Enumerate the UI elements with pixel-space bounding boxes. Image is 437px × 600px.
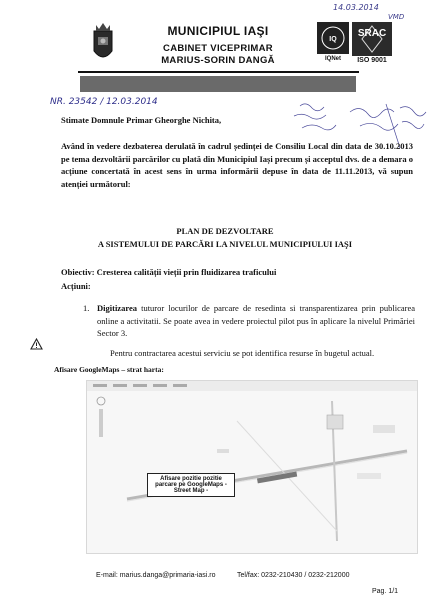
objective-text: Cresterea calității vieții prin fluidizarea traficului xyxy=(96,267,277,277)
page-number: Pag. 1/1 xyxy=(372,588,399,595)
actions-label: Acțiuni: xyxy=(61,281,91,291)
map-callout: Afisare pozitie pozitie parcare pe GoogleMaps - Street Map - xyxy=(147,473,235,497)
footer-tel: Tel/fax: 0232-210430 / 0232-212000 xyxy=(237,572,350,579)
intro-paragraph: Având în vedere dezbaterea derulată în cadrul ședinței de Consiliu Local din data de 30.10.2013 pe tema dezvoltării parcărilor cu plată din Municipiul Iași precum și acceptul dvs. de a demara o acțiune concertată în acest sens în urma informării depuse în data de 11.11.2013, vă supun atenției următorul: xyxy=(61,141,413,189)
handwritten-date: 14.03.2014 xyxy=(333,3,379,12)
action1-paragraph xyxy=(97,302,415,340)
map-screenshot xyxy=(86,380,418,554)
header-rule xyxy=(78,71,359,73)
header-subtitle-line1: CABINET VICEPRIMAR xyxy=(163,43,273,54)
action1-keyword: Digitizarea xyxy=(97,303,137,313)
greeting: Stimate Domnule Primar Gheorghe Nichita, xyxy=(61,115,222,125)
header-subtitle-line2: MARIUS-SORIN DANGĂ xyxy=(161,55,275,66)
iqnet-logo xyxy=(317,20,349,66)
map-image-icon xyxy=(87,381,417,553)
contact-strip xyxy=(80,76,356,92)
footer-email: E-mail: marius.danga@primaria-iasi.ro xyxy=(96,572,216,579)
srac-logo xyxy=(352,20,392,66)
srac-label: SRAC xyxy=(357,28,387,39)
iso-label: ISO 9001 xyxy=(357,57,387,64)
action1-number: 1. xyxy=(83,303,90,313)
municipality-crest-icon xyxy=(88,21,118,67)
objective-label: Obiectiv: xyxy=(61,267,95,277)
action1-text: tuturor locurilor de parcare de resedinta si transparentizarea prin publicarea online a activitatii. Se poate avea in vedere proiectul pilot pus în aplicare la nivelul Primăriei Sector 3. xyxy=(97,303,415,338)
registration-number: NR. 23542 / 12.03.2014 xyxy=(50,97,158,107)
warning-icon xyxy=(30,338,43,350)
iqnet-label: IQNet xyxy=(324,56,341,62)
handwritten-initials: VMD xyxy=(388,13,405,21)
objective xyxy=(61,266,276,279)
header-title: MUNICIPIUL IAŞI xyxy=(167,24,269,38)
contract-note: Pentru contractarea acestui serviciu se pot identifica resurse în bugetul actual. xyxy=(110,348,375,358)
map-caption: Afisare GoogleMaps – strat harta: xyxy=(54,365,164,374)
plan-title-line1: PLAN DE DEZVOLTARE xyxy=(176,226,274,236)
svg-text:IQ: IQ xyxy=(329,36,337,43)
plan-title-line2: A SISTEMULUI DE PARCĂRI LA NIVELUL MUNICIPIULUI IAŞI xyxy=(97,239,353,249)
